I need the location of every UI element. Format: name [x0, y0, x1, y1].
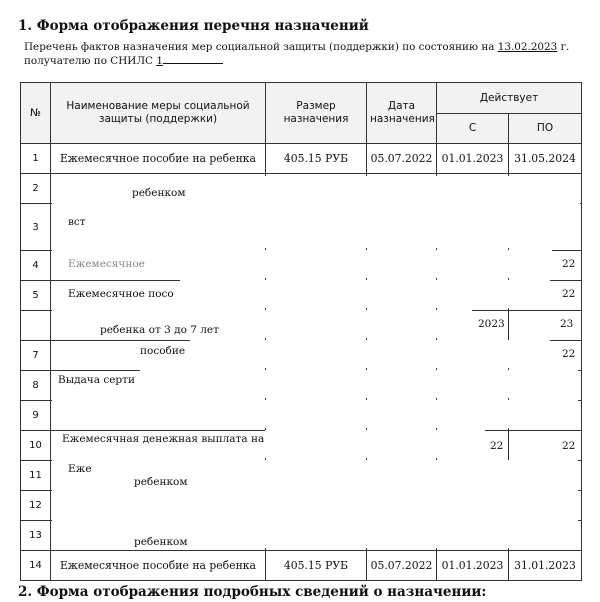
section1-title: 1. Форма отображения перечня назначений — [18, 18, 369, 34]
col-valid-header: Действует — [437, 83, 582, 114]
redaction-block — [190, 340, 550, 368]
row-num: 12 — [21, 491, 51, 521]
col-name-header: Наименование меры социальной защиты (поддержки) — [51, 83, 266, 144]
row-to: 31.01.2023 — [509, 551, 582, 581]
meta-snils: 1 — [156, 55, 163, 67]
r3-fragment: вст — [68, 216, 86, 228]
meta-date: 13.02.2023 — [497, 41, 558, 53]
r13-fragment: ребенком — [134, 536, 188, 548]
r7-fragment: пособие — [140, 345, 186, 357]
col-amount-header: Размер назначения — [266, 83, 367, 144]
r6-fragment: ребенка от 3 до 7 лет — [100, 324, 219, 336]
row-date: 05.07.2022 — [367, 551, 437, 581]
row-num: 7 — [21, 341, 51, 371]
meta-line1-prefix: Перечень фактов назначения мер социальной защиты (поддержки) по состоянию на — [24, 41, 495, 53]
row-num: 14 — [21, 551, 51, 581]
row-num: 11 — [21, 461, 51, 491]
row-num — [21, 311, 51, 341]
row-num: 3 — [21, 204, 51, 251]
meta-line-2 — [24, 54, 569, 68]
r2-fragment: ребенком — [132, 187, 186, 199]
redaction-block — [180, 280, 550, 308]
row-num: 8 — [21, 371, 51, 401]
row-to: 31.05.2024 — [509, 144, 582, 174]
snils-redacted-blank — [163, 54, 223, 64]
r4-to-fragment: 22 — [562, 258, 576, 270]
row-num: 2 — [21, 174, 51, 204]
row-measure-name: Ежемесячное пособие на ребенка — [51, 551, 266, 581]
document-meta — [24, 41, 569, 68]
row-num: 1 — [21, 144, 51, 174]
r10-from-fragment: 22 — [490, 440, 504, 452]
row-date: 05.07.2022 — [367, 144, 437, 174]
meta-line-1 — [24, 41, 569, 54]
col-from-header: С — [437, 114, 509, 144]
table-row — [21, 551, 582, 581]
row-from: 01.01.2023 — [437, 551, 509, 581]
row-amount: 405.15 РУБ — [266, 551, 367, 581]
r6-from-fragment: 2023 — [478, 318, 505, 330]
redaction-block — [265, 430, 485, 458]
col-to-header: ПО — [509, 114, 582, 144]
r5-fragment: Ежемесячное посо — [68, 288, 174, 300]
header-row-1 — [21, 83, 582, 114]
row-num: 10 — [21, 431, 51, 461]
redaction-block — [52, 460, 578, 548]
redaction-block — [52, 400, 578, 428]
redaction-block — [140, 370, 578, 398]
r5-to-fragment: 22 — [562, 288, 576, 300]
meta-line1-suffix: г. — [560, 41, 570, 53]
row-num: 13 — [21, 521, 51, 551]
r6-to-fragment: 23 — [560, 318, 574, 330]
r8-fragment: Выдача серти — [58, 374, 135, 386]
table-row — [21, 144, 582, 174]
row-measure-name: Ежемесячное пособие на ребенка — [51, 144, 266, 174]
r10-to-fragment: 22 — [562, 440, 576, 452]
row-amount: 405.15 РУБ — [266, 144, 367, 174]
r10-fragment: Ежемесячная денежная выплата на — [62, 433, 265, 445]
row-num: 5 — [21, 281, 51, 311]
r11-fragment-2: ребенком — [134, 476, 188, 488]
col-date-header: Дата назначения — [367, 83, 437, 144]
col-num-header: № — [21, 83, 51, 144]
r4-fragment: Ежемесячное — [68, 258, 145, 270]
row-num: 9 — [21, 401, 51, 431]
redaction-block — [52, 204, 572, 248]
r11-fragment: Еже — [68, 463, 92, 475]
r7-to-fragment: 22 — [562, 348, 576, 360]
row-from: 01.01.2023 — [437, 144, 509, 174]
section2-title: 2. Форма отображения подробных сведений о назначении: — [18, 584, 487, 600]
meta-line2-prefix: получателю по СНИЛС — [24, 55, 153, 67]
row-num: 4 — [21, 251, 51, 281]
